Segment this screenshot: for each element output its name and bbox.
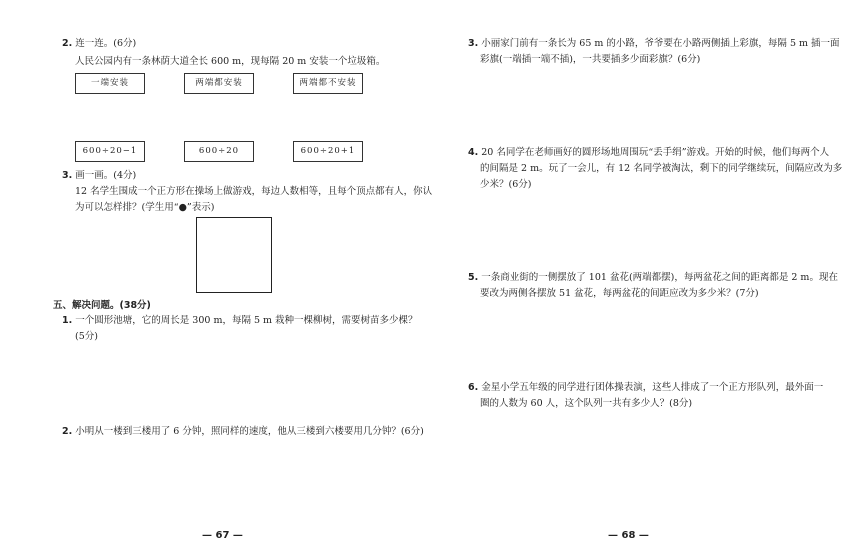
r-q4-line-2: 的间隔是 2 m。玩了一会儿，有 12 名同学被淘汰，剩下的同学继续玩，间隔应改为多 bbox=[480, 163, 842, 174]
s5-q2-line bbox=[62, 424, 424, 439]
q2-top-box-1[interactable]: 一端安装 bbox=[75, 73, 145, 94]
q2-number: 2. bbox=[62, 38, 73, 49]
q2-stem: 人民公园内有一条林荫大道全长 600 m，现每隔 20 m 安装一个垃圾箱。 bbox=[75, 56, 386, 67]
s5-q2-text: 小明从一楼到三楼用了 6 分钟，照同样的速度，他从三楼到六楼要用几分钟？(6分) bbox=[75, 426, 424, 437]
page-number-left: — 67 — bbox=[202, 530, 243, 541]
r-q5-text-1: 一条商业街的一侧摆放了 101 盆花(两端都摆)，每两盆花之间的距离都是 2 m。现在 bbox=[481, 272, 838, 283]
q3-number: 3. bbox=[62, 170, 73, 181]
r-q6-line-1 bbox=[468, 380, 823, 395]
s5-q2-number: 2. bbox=[62, 426, 73, 437]
r-q5-line-1 bbox=[468, 270, 838, 285]
s5-q1-line-1 bbox=[62, 313, 418, 328]
right-page bbox=[400, 0, 842, 555]
r-q3-number: 3. bbox=[468, 38, 479, 49]
r-q4-number: 4. bbox=[468, 147, 479, 158]
page-number-right: — 68 — bbox=[608, 530, 649, 541]
s5-q1-number: 1. bbox=[62, 315, 73, 326]
q2-bottom-box-1[interactable]: 600÷20−1 bbox=[75, 141, 145, 162]
r-q4-line-3: 少米？(6分) bbox=[480, 179, 532, 190]
r-q6-text-1: 金星小学五年级的同学进行团体操表演，这些人排成了一个正方形队列，最外面一 bbox=[481, 382, 824, 393]
q2-top-box-3[interactable]: 两端都不安装 bbox=[293, 73, 363, 94]
r-q6-number: 6. bbox=[468, 382, 479, 393]
q2-top-box-2[interactable]: 两端都安装 bbox=[184, 73, 254, 94]
s5-q1-text: 一个圆形池塘，它的周长是 300 m，每隔 5 m 栽种一棵柳树，需要树苗多少棵？ bbox=[75, 315, 418, 326]
q3-line-1: 12 名学生围成一个正方形在操场上做游戏，每边人数相等，且每个顶点都有人，你认 bbox=[75, 186, 433, 197]
q3-title: 画一画。(4分) bbox=[75, 170, 137, 181]
r-q4-text-1: 20 名同学在老师画好的圆形场地周围玩“丢手绢”游戏。开始的时候，他们每两个人 bbox=[481, 147, 830, 158]
s5-q1-line-2: (5分) bbox=[75, 331, 98, 342]
q3-heading bbox=[62, 168, 136, 183]
r-q5-line-2: 要改为两侧各摆放 51 盆花，每两盆花的间距应改为多少米？(7分) bbox=[480, 288, 759, 299]
q3-drawing-square[interactable] bbox=[196, 217, 272, 293]
r-q3-text-1: 小丽家门前有一条长为 65 m 的小路，爷爷要在小路两侧插上彩旗，每隔 5 m 插一面 bbox=[481, 38, 840, 49]
q2-title: 连一连。(6分) bbox=[75, 38, 137, 49]
r-q4-line-1 bbox=[468, 145, 829, 160]
r-q3-line-2: 彩旗(一端插一端不插)，一共要插多少面彩旗？(6分) bbox=[480, 54, 701, 65]
q3-line-2: 为可以怎样排？(学生用“●”表示) bbox=[75, 202, 215, 213]
q2-bottom-box-3[interactable]: 600÷20+1 bbox=[293, 141, 363, 162]
section5-title: 五、解决问题。(38分) bbox=[53, 300, 151, 311]
q2-heading bbox=[62, 36, 136, 51]
r-q5-number: 5. bbox=[468, 272, 479, 283]
r-q3-line-1 bbox=[468, 36, 840, 51]
r-q6-line-2: 圈的人数为 60 人，这个队列一共有多少人？(8分) bbox=[480, 398, 693, 409]
q2-bottom-box-2[interactable]: 600÷20 bbox=[184, 141, 254, 162]
